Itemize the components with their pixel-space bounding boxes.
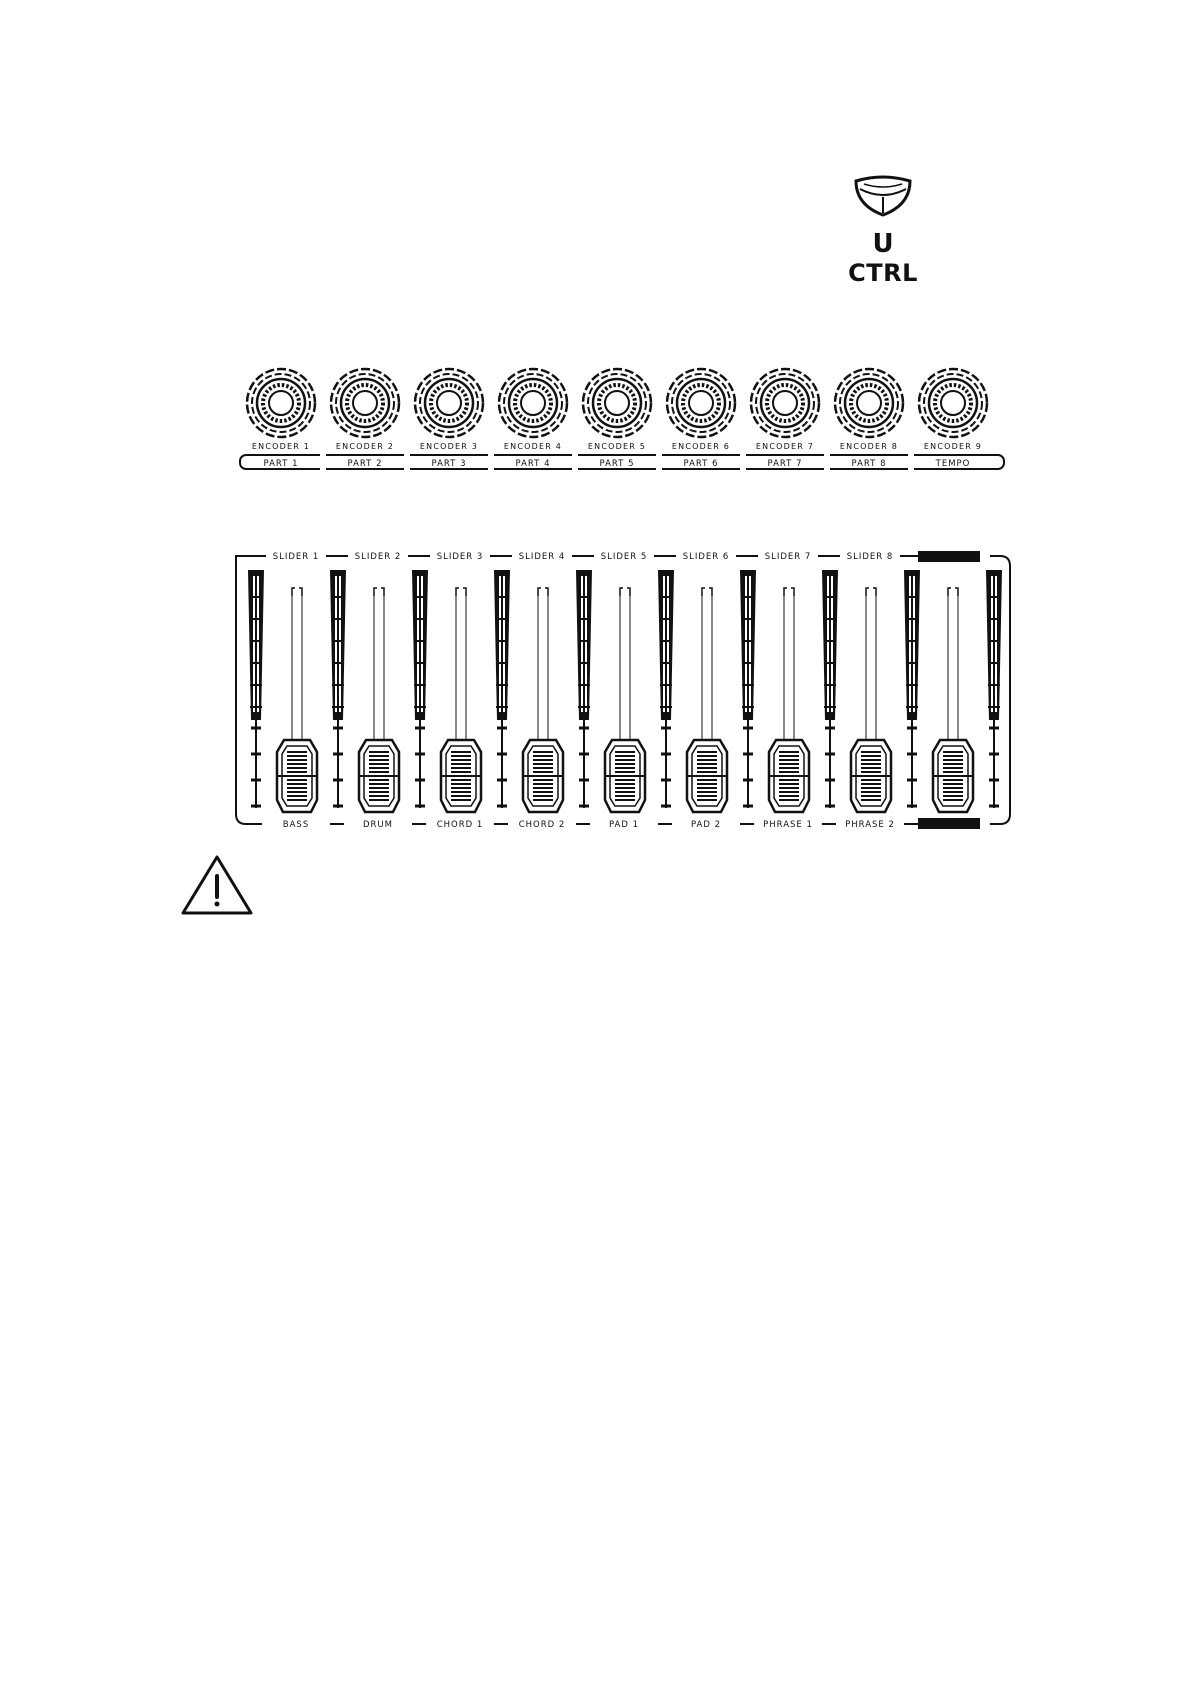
slider-bottom-label: PHRASE 1 bbox=[763, 820, 813, 830]
part-label: PART 5 bbox=[599, 459, 635, 469]
slider-top-label: SLIDER 4 bbox=[518, 552, 566, 562]
part-label: PART 7 bbox=[767, 459, 803, 469]
warning-triangle-icon bbox=[183, 857, 251, 913]
slider-section bbox=[236, 551, 1010, 830]
part-label: TEMPO bbox=[935, 459, 971, 469]
slider-bottom-label: PAD 2 bbox=[690, 820, 722, 830]
level-meter bbox=[822, 570, 838, 808]
encoder-label: ENCODER 7 bbox=[755, 442, 815, 451]
slider-fader[interactable] bbox=[441, 588, 481, 812]
slider-top-label: SLIDER 8 bbox=[846, 552, 894, 562]
slider-top-label: SLIDER 5 bbox=[600, 552, 648, 562]
level-meter bbox=[658, 570, 674, 808]
slider-bottom-label: DRUM bbox=[362, 820, 394, 830]
level-meter bbox=[330, 570, 346, 808]
slider-bottom-label: PHRASE 2 bbox=[845, 820, 895, 830]
encoder-label: ENCODER 6 bbox=[671, 442, 731, 451]
fader-cap[interactable] bbox=[441, 740, 481, 812]
part-label: PART 6 bbox=[683, 459, 719, 469]
fader-cap[interactable] bbox=[277, 740, 317, 812]
part-label: PART 4 bbox=[515, 459, 551, 469]
slider-top-label: SLIDER 1 bbox=[272, 552, 320, 562]
slider-top-label: SLIDER 6 bbox=[682, 552, 730, 562]
slider-fader[interactable] bbox=[359, 588, 399, 812]
level-meter bbox=[412, 570, 428, 808]
encoder-knob[interactable] bbox=[919, 369, 987, 437]
level-meter bbox=[576, 570, 592, 808]
logo-text-ctrl: CTRL bbox=[848, 259, 918, 287]
slider-fader[interactable] bbox=[687, 588, 727, 812]
encoder-knob[interactable] bbox=[247, 369, 315, 437]
logo-text-u: U bbox=[872, 229, 894, 259]
slider-fader[interactable] bbox=[933, 588, 973, 812]
encoder-label: ENCODER 8 bbox=[839, 442, 899, 451]
encoder-knob[interactable] bbox=[583, 369, 651, 437]
encoder-label: ENCODER 2 bbox=[335, 442, 395, 451]
slider-bottom-label: CHORD 1 bbox=[436, 820, 484, 830]
top-black-bar bbox=[918, 551, 980, 562]
encoder-label: ENCODER 4 bbox=[503, 442, 563, 451]
level-meter bbox=[494, 570, 510, 808]
slider-top-label: SLIDER 3 bbox=[436, 552, 484, 562]
slider-bottom-label: CHORD 2 bbox=[518, 820, 566, 830]
encoder-knob[interactable] bbox=[499, 369, 567, 437]
encoder-knob[interactable] bbox=[331, 369, 399, 437]
slider-bottom-label: BASS bbox=[282, 820, 310, 830]
encoder-knob[interactable] bbox=[835, 369, 903, 437]
part-label: PART 3 bbox=[431, 459, 467, 469]
slider-bottom-label: PAD 1 bbox=[608, 820, 640, 830]
slider-top-label: SLIDER 7 bbox=[764, 552, 812, 562]
encoder-row bbox=[240, 369, 1004, 471]
level-meter bbox=[740, 570, 756, 808]
encoder-label: ENCODER 5 bbox=[587, 442, 647, 451]
fader-cap[interactable] bbox=[769, 740, 809, 812]
fader-cap[interactable] bbox=[605, 740, 645, 812]
level-meter bbox=[904, 570, 920, 808]
part-label: PART 1 bbox=[263, 459, 299, 469]
fader-cap[interactable] bbox=[933, 740, 973, 812]
slider-top-label: SLIDER 2 bbox=[354, 552, 402, 562]
encoder-label: ENCODER 9 bbox=[923, 442, 983, 451]
fader-cap[interactable] bbox=[687, 740, 727, 812]
slider-fader[interactable] bbox=[851, 588, 891, 812]
encoder-knob[interactable] bbox=[667, 369, 735, 437]
part-label: PART 2 bbox=[347, 459, 383, 469]
encoder-knob[interactable] bbox=[751, 369, 819, 437]
encoder-label: ENCODER 1 bbox=[251, 442, 311, 451]
fader-cap[interactable] bbox=[359, 740, 399, 812]
slider-fader[interactable] bbox=[277, 588, 317, 812]
part-label: PART 8 bbox=[851, 459, 887, 469]
level-meter bbox=[248, 570, 264, 808]
level-meter bbox=[986, 570, 1002, 808]
encoder-label: ENCODER 3 bbox=[419, 442, 479, 451]
slider-fader[interactable] bbox=[769, 588, 809, 812]
slider-fader[interactable] bbox=[605, 588, 645, 812]
fader-cap[interactable] bbox=[523, 740, 563, 812]
bottom-black-bar bbox=[918, 818, 980, 829]
encoder-knob[interactable] bbox=[415, 369, 483, 437]
fader-cap[interactable] bbox=[851, 740, 891, 812]
slider-fader[interactable] bbox=[523, 588, 563, 812]
